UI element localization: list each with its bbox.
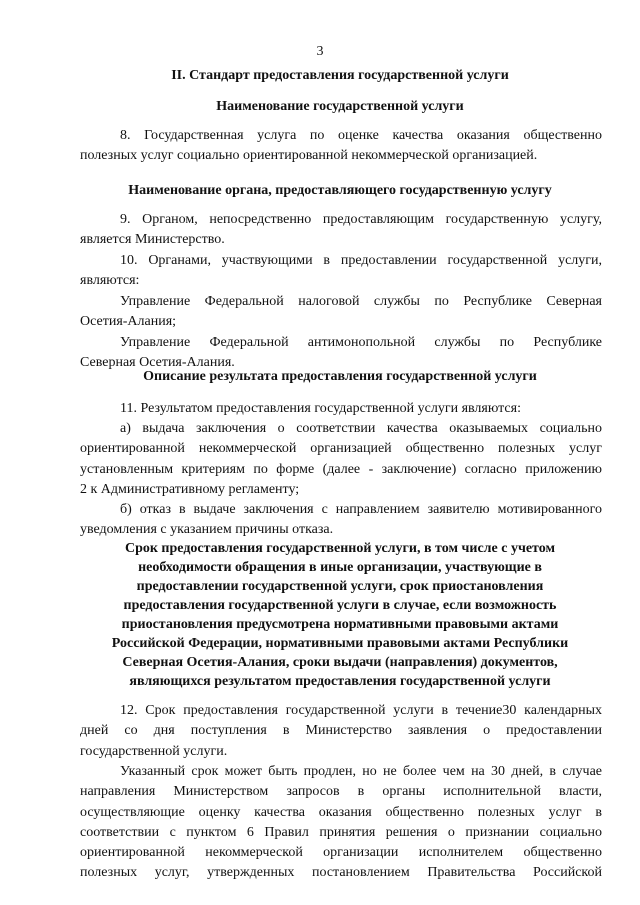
paragraph-line: являются:	[80, 273, 140, 289]
paragraph-line: направления Министерством запросов в органы исполнительной власти,	[80, 784, 602, 800]
paragraph-11	[80, 399, 602, 419]
paragraph-line: б) отказ в выдаче заключения с направлением заявителю мотивированного	[120, 502, 602, 517]
paragraph-line: ориентированной некоммерческой организации исполнителем общественно	[80, 845, 602, 861]
paragraph-line: 8. Государственная услуга по оценке качества оказания общественно	[120, 128, 602, 143]
heading-service-name: Наименование государственной услуги	[216, 99, 464, 114]
paragraph-line: соответствии с пунктом 6 Правил принятия решения о признании социально	[80, 824, 602, 840]
heading-term	[80, 539, 600, 691]
paragraph-11b	[80, 500, 602, 541]
section-title: II. Стандарт предоставления государственной услуги	[171, 68, 509, 83]
paragraph-8	[80, 126, 602, 167]
paragraph-line: Осетия-Алания;	[80, 314, 177, 330]
heading-organ: Наименование органа, предоставляющего государственную услугу	[128, 183, 552, 198]
paragraph-line: установленным критериям по форме (далее - заключение) согласно приложению	[80, 461, 602, 477]
paragraph-12	[80, 701, 602, 762]
paragraph-line: полезных услуг, утвержденных постановлением Правительства Российской	[80, 865, 602, 881]
paragraph-line: 10. Органами, участвующими в предоставлении государственной услуги,	[120, 253, 602, 268]
paragraph-line: осуществляющие оценку качества оказания общественно полезных услуг в	[80, 804, 602, 820]
heading-line: являющихся результатом предоставления государственной услуги	[129, 674, 551, 689]
heading-result: Описание результата предоставления государственной услуги	[143, 369, 537, 384]
paragraph-line: ориентированной некоммерческой организацией общественно полезных услуг	[80, 441, 602, 457]
paragraph-line: 9. Органом, непосредственно предоставляющим государственную услугу,	[120, 212, 602, 227]
paragraph-line: 2 к Административному регламенту;	[80, 481, 300, 497]
paragraph-line: Управление Федеральной антимонопольной службы по Республике	[120, 335, 602, 350]
heading-line: предоставлении государственной услуги, срок приостановления	[136, 579, 544, 594]
heading-line: предоставления государственной услуги в случае, если возможность	[123, 598, 557, 613]
paragraph-line: является Министерство.	[80, 232, 225, 248]
paragraph-10a	[80, 292, 602, 333]
paragraph-11a	[80, 419, 602, 500]
heading-line: Срок предоставления государственной услуги, в том числе с учетом	[124, 541, 556, 556]
paragraph-line: 11. Результатом предоставления государственной услуги являются:	[120, 401, 521, 416]
page-number: 3	[316, 44, 324, 59]
heading-line: Российской Федерации, нормативными правовыми актами Республики	[111, 636, 569, 651]
heading-line: приостановления предусмотрена нормативными правовыми актами	[121, 617, 559, 632]
paragraph-line: Управление Федеральной налоговой службы по Республике Северная	[120, 294, 602, 309]
paragraph-line: Указанный срок может быть продлен, но не более чем на 30 дней, в случае	[120, 764, 602, 779]
paragraph-9	[80, 210, 602, 251]
paragraph-line: полезных услуг социально ориентированной некоммерческой организацией.	[80, 148, 538, 164]
heading-line: необходимости обращения в иные организации, участвующие в	[138, 560, 542, 575]
paragraph-line: государственной услуги.	[80, 743, 228, 759]
paragraph-line: Северная Осетия-Алания.	[80, 355, 235, 371]
paragraph-12b	[80, 762, 602, 884]
paragraph-line: 12. Срок предоставления государственной услуги в течение30 календарных	[120, 703, 602, 718]
paragraph-line: а) выдача заключения о соответствии качества оказываемых социально	[120, 421, 602, 436]
paragraph-10	[80, 251, 602, 292]
heading-line: Северная Осетия-Алания, сроки выдачи (направления) документов,	[122, 655, 558, 670]
paragraph-line: уведомления с указанием причины отказа.	[80, 522, 334, 538]
paragraph-line: дней со дня поступления в Министерство заявления о предоставлении	[80, 723, 602, 739]
